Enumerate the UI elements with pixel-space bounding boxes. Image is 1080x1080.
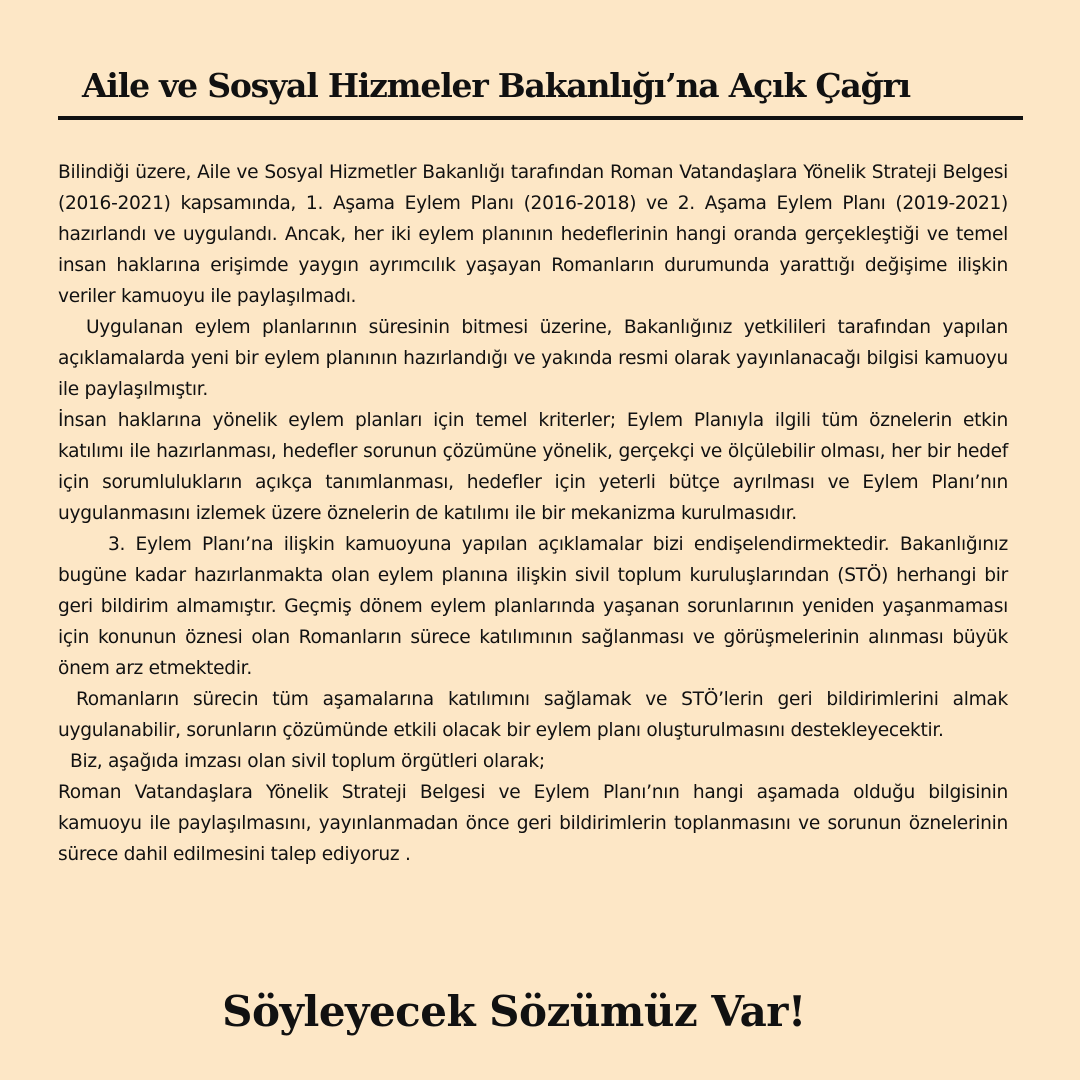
paragraph-criteria: İnsan haklarına yönelik eylem planları için temel kriterler; Eylem Planıyla ilgili tüm öznelerin etkin katılımı ile hazırlanması, hedefler sorunun çözümüne yönelik, gerçekçi ve ölçülebilir olması, her bir hedef için sorumlulukların açıkça tanımlanması, hedefler için yeterli bütçe ayrılması ve Eylem Planı’nın uygulanmasını izlemek üzere öznelerin de katılımı ile bir mekanizma kurulmasıdır. <box>58 410 1008 524</box>
title-divider <box>58 116 1023 120</box>
paragraph-signatories: Biz, aşağıda imzası olan sivil toplum örgütleri olarak; <box>70 751 545 772</box>
slogan: Söyleyecek Sözümüz Var! <box>222 987 806 1036</box>
paragraph-concern: 3. Eylem Planı’na ilişkin kamuoyuna yapılan açıklamalar bizi endişelendirmektedir. Bakanlığınız bugüne kadar hazırlanmakta olan eylem planına ilişkin sivil toplum kuruluşlarından (STÖ) herhangi bir geri bildirim almamıştır. Geçmiş dönem eylem planlarında yaşanan sorunlarının yeniden yaşanmaması için konunun öznesi olan Romanların sürece katılımının sağlanması ve görüşmelerinin alınması büyük önem arz etmektedir. <box>58 534 1008 679</box>
paragraph-announcement: Uygulanan eylem planlarının süresinin bitmesi üzerine, Bakanlığınız yetkilileri tarafından yapılan açıklamalarda yeni bir eylem planının hazırlandığı ve yakında resmi olarak yayınlanacağı bilgisi kamuoyu ile paylaşılmıştır. <box>58 317 1008 400</box>
letter-body <box>58 157 1008 870</box>
paragraph-intro: Bilindiği üzere, Aile ve Sosyal Hizmetler Bakanlığı tarafından Roman Vatandaşlara Yönelik Strateji Belgesi (2016-2021) kapsamında, 1. Aşama Eylem Planı (2016-2018) ve 2. Aşama Eylem Planı (2019-2021) hazırlandı ve uygulandı. Ancak, her iki eylem planının hedeflerinin hangi oranda gerçekleştiği ve temel insan haklarına erişimde yaygın ayrımcılık yaşayan Romanların durumunda yarattığı değişime ilişkin veriler kamuoyu ile paylaşılmadı. <box>58 162 1008 307</box>
page-title: Aile ve Sosyal Hizmeler Bakanlığı’na Açık Çağrı <box>82 66 910 105</box>
paragraph-demand: Roman Vatandaşlara Yönelik Strateji Belgesi ve Eylem Planı’nın hangi aşamada olduğu bilgisinin kamuoyu ile paylaşılmasını, yayınlanmadan önce geri bildirimlerin toplanmasını ve sorunun öznelerinin sürece dahil edilmesini talep ediyoruz . <box>58 782 1008 865</box>
paragraph-participation: Romanların sürecin tüm aşamalarına katılımını sağlamak ve STÖ’lerin geri bildirimlerini almak uygulanabilir, sorunların çözümünde etkili olacak bir eylem planı oluşturulmasını destekleyecektir. <box>58 689 1008 741</box>
